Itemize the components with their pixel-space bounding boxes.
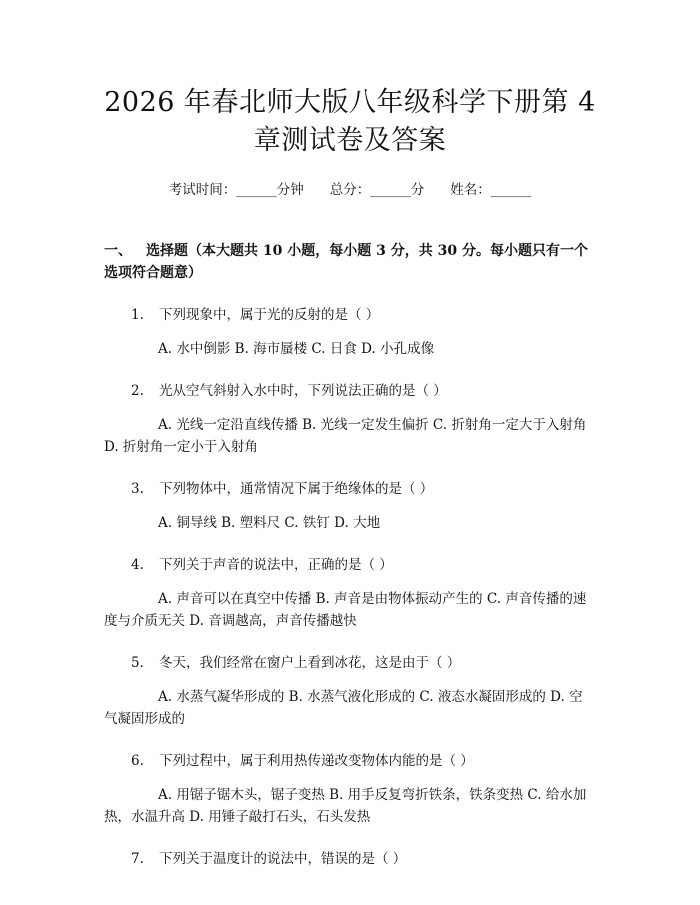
question-3 bbox=[104, 478, 596, 500]
question-4-options: A. 声音可以在真空中传播 B. 声音是由物体振动产生的 C. 声音传播的速度与介质无关 D. 音调越高，声音传播越快 bbox=[104, 591, 587, 629]
question-text: 冬天，我们经常在窗户上看到冰花，这是由于（ ） bbox=[159, 655, 461, 671]
question-7 bbox=[104, 848, 596, 870]
question-3-options: A. 铜导线 B. 塑料尺 C. 铁钉 D. 大地 bbox=[158, 515, 381, 531]
question-5 bbox=[104, 652, 596, 674]
question-number: 5. bbox=[131, 655, 144, 671]
question-number: 2. bbox=[131, 383, 144, 399]
question-number: 7. bbox=[131, 851, 144, 867]
question-text: 光从空气斜射入水中时，下列说法正确的是（ ） bbox=[159, 383, 447, 399]
question-1 bbox=[104, 304, 596, 326]
question-text: 下列关于温度计的说法中，错误的是（ ） bbox=[159, 851, 407, 867]
question-1-options: A. 水中倒影 B. 海市蜃楼 C. 日食 D. 小孔成像 bbox=[158, 341, 435, 357]
question-2-options: A. 光线一定沿直线传播 B. 光线一定发生偏折 C. 折射角一定大于入射角 D. 折射角一定小于入射角 bbox=[104, 417, 587, 455]
name-field: 姓名：______ bbox=[450, 182, 532, 198]
exam-time-field: 考试时间：______分钟 bbox=[168, 182, 304, 198]
question-number: 1. bbox=[131, 307, 144, 323]
question-text: 下列过程中，属于利用热传递改变物体内能的是（ ） bbox=[159, 753, 474, 769]
question-6-options: A. 用锯子锯木头，锯子变热 B. 用手反复弯折铁条，铁条变热 C. 给水加热，水温升高 D. 用锤子敲打石头，石头发热 bbox=[104, 787, 587, 825]
question-6 bbox=[104, 750, 596, 772]
question-text: 下列现象中，属于光的反射的是（ ） bbox=[159, 307, 380, 323]
page-title: 2026 年春北师大版八年级科学下册第 4 章测试卷及答案 bbox=[104, 87, 596, 156]
question-number: 6. bbox=[131, 753, 144, 769]
question-number: 3. bbox=[131, 481, 144, 497]
question-text: 下列物体中，通常情况下属于绝缘体的是（ ） bbox=[159, 481, 434, 497]
section-number: 一、 bbox=[104, 243, 132, 259]
exam-meta bbox=[104, 178, 596, 198]
question-4 bbox=[104, 554, 596, 576]
question-text: 下列关于声音的说法中，正确的是（ ） bbox=[159, 557, 393, 573]
question-5-options: A. 水蒸气凝华形成的 B. 水蒸气液化形成的 C. 液态水凝固形成的 D. 空气凝固形成的 bbox=[104, 689, 583, 727]
question-number: 4. bbox=[131, 557, 144, 573]
total-score-field: 总分：______分 bbox=[329, 182, 425, 198]
section-title: 选择题（本大题共 10 小题，每小题 3 分，共 30 分。每小题只有一个选项符合题意） bbox=[104, 243, 588, 281]
section-heading bbox=[104, 240, 596, 284]
question-2 bbox=[104, 380, 596, 402]
